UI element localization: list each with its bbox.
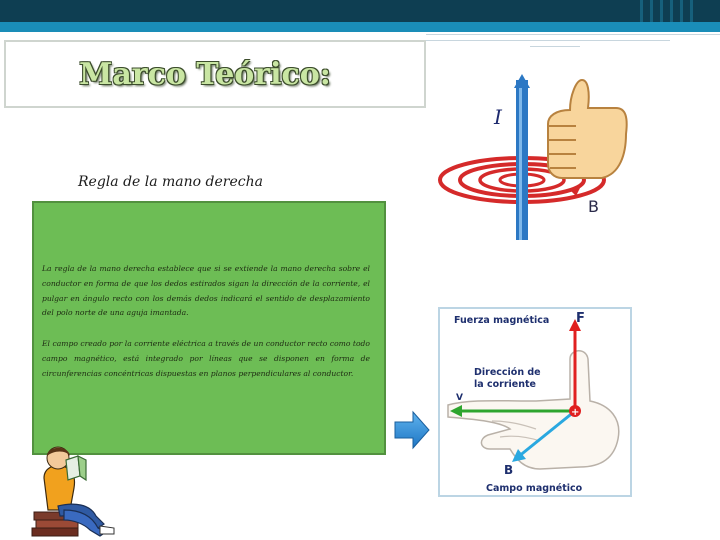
header-bar-dark: [0, 0, 720, 22]
header-segment: [670, 0, 673, 22]
header-segment: [650, 0, 653, 22]
header-bar-blue: [0, 22, 720, 32]
decor-line: [530, 46, 580, 47]
v-symbol: V: [456, 393, 463, 403]
direction-label-1: Dirección de: [474, 367, 541, 378]
slide-title: Marco Teórico:: [79, 56, 331, 92]
header-segment: [660, 0, 663, 22]
b-symbol: B: [504, 463, 514, 477]
text-panel: [32, 201, 386, 455]
direction-label-2: la corriente: [474, 379, 536, 390]
field-caption: Campo magnético: [486, 483, 583, 494]
force-symbol: F: [576, 311, 585, 326]
force-label: Fuerza magnética: [454, 315, 550, 326]
paragraph-1: La regla de la mano derecha establece que si se extiende la mano derecha sobre el conductor en forma de que los dedos estirados sigan la dirección de la corriente, el pulgar en ángulo recto con los demás dedos indicará el sentido de desplazamiento del polo norte de una aguja imantada.: [42, 264, 370, 318]
student-reading-illustration: [14, 440, 124, 540]
header-segment: [640, 0, 643, 22]
diagram-illustration: [440, 309, 630, 495]
header-segment: [680, 0, 683, 22]
decor-line: [426, 40, 670, 41]
hand-illustration: [430, 74, 650, 244]
current-label: I: [494, 105, 502, 129]
field-label: B: [588, 197, 599, 216]
svg-text:+: +: [571, 407, 580, 418]
paragraph-2: El campo creado por la corriente eléctrica a través de un conductor recto como todo campo magnético, está integrado por líneas que se disponen en forma de circunferencias concéntricas dispuestas en planos perpendiculares al conductor.: [42, 339, 370, 378]
decor-line: [426, 34, 720, 35]
title-box: [4, 40, 426, 108]
arrow-right-icon[interactable]: [393, 410, 431, 450]
right-hand-rule-diagram: [438, 307, 632, 497]
header-segment: [690, 0, 693, 22]
slide-subtitle: Regla de la mano derecha: [78, 174, 263, 190]
